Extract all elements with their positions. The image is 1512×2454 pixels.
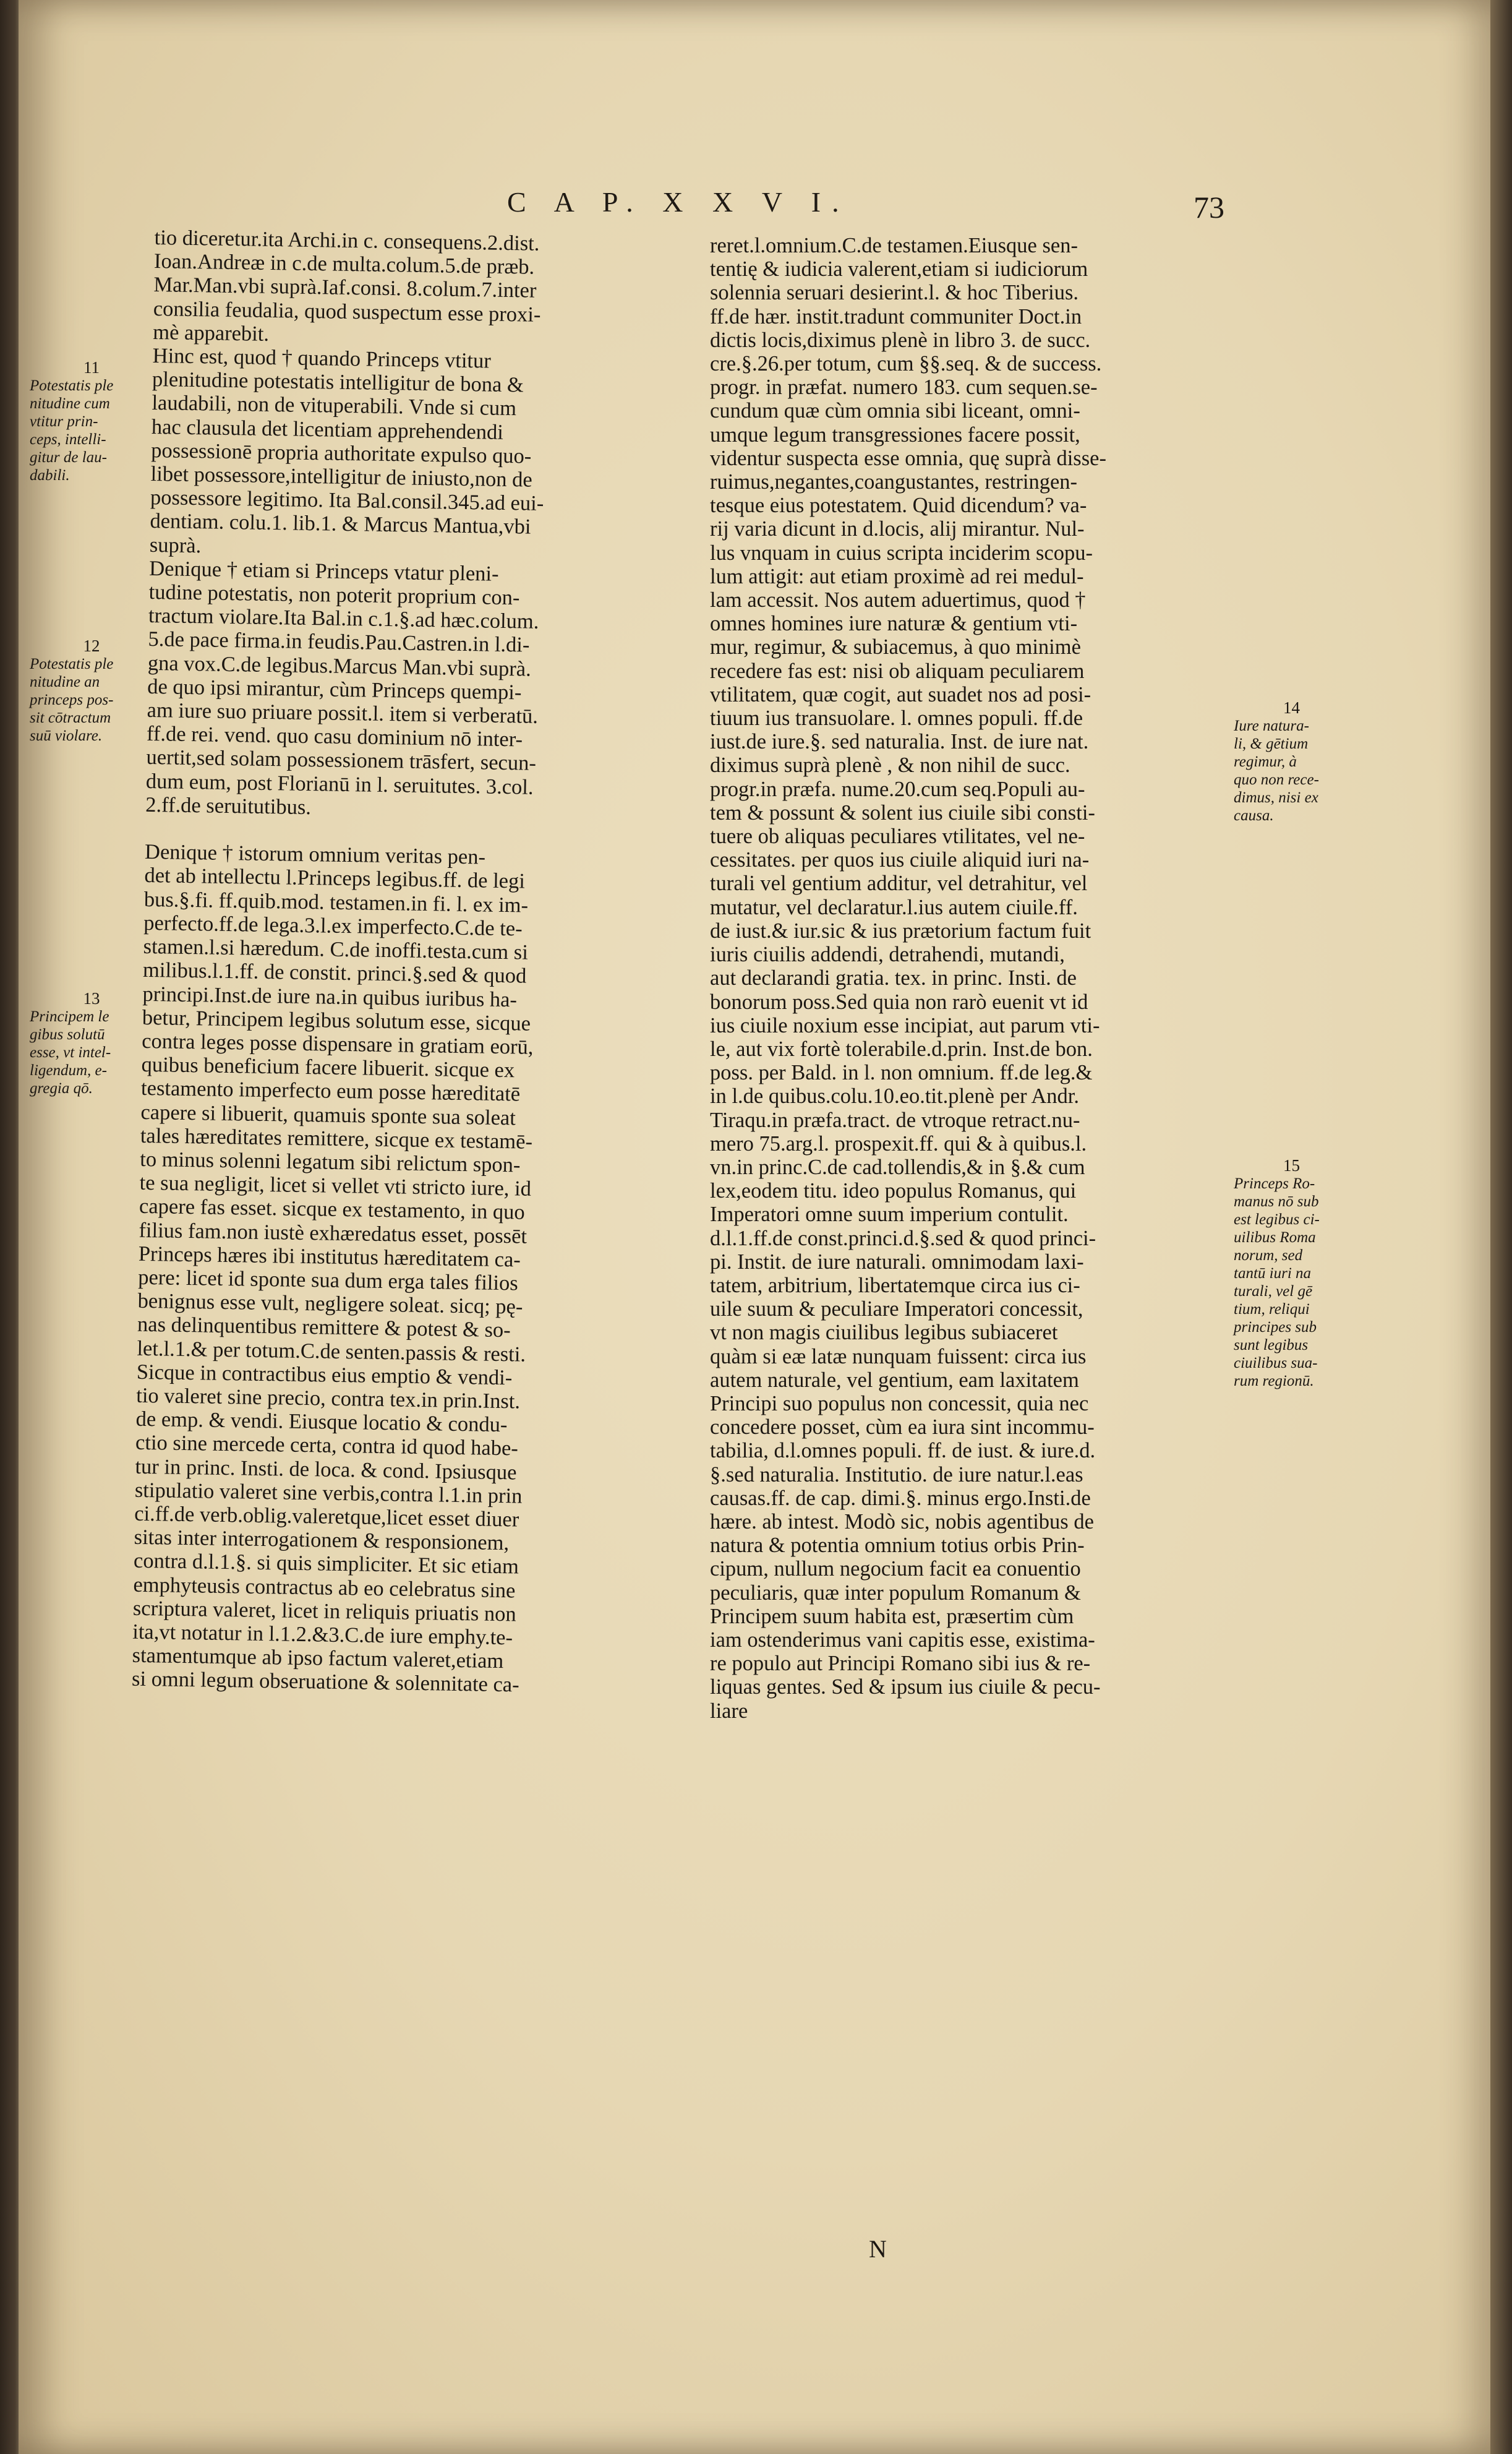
text-line: capere si libuerit, quamuis sponte sua soleat [140,1100,516,1130]
text-line: tesque eius potestatem. Quid dicendum? va- [710,494,1087,518]
text-line: stamen.l.si hæredum. C.de inoffi.testa.cum si [143,934,529,964]
text-line: gna vox.C.de legibus.Marcus Man.vbi suprà. [147,651,532,681]
text-line: dictis locis,diximus plenè in libro 3. de succ. [710,328,1091,352]
text-line: lam accessit. Nos autem aduertimus, quod † [710,588,1086,612]
margin-note-number: 12 [83,637,100,655]
margin-note-line: sit cōtractum [30,710,111,726]
text-line: 2.ff.de seruitutibus. [145,792,312,819]
text-line: ci.ff.de verb.oblig.valeretque,licet esset diuer [134,1501,519,1532]
text-line: stipulatio valeret sine verbis,contra l.1.in prin [134,1478,523,1508]
text-line: solennia seruari desierint.l. & hoc Tiberius. [710,281,1079,305]
running-head: C A P. X X V I. [507,186,850,218]
text-line: concedere posset, cùm ea iura sint incommu- [710,1415,1095,1439]
text-line: let.l.1.& per totum.C.de senten.passis & resti. [137,1336,526,1366]
text-line: tentię & iudicia valerent,etiam si iudiciorum [710,257,1088,281]
text-line: suprà. [149,533,202,557]
text-line: d.l.1.ff.de const.princi.d.§.sed & quod princi- [710,1226,1096,1250]
text-line: Princeps hæres ibi institutus hæreditatem ca- [138,1242,521,1272]
margin-note-number: 13 [83,989,100,1008]
text-line: Sicque in contractibus eius emptio & vendi- [136,1360,513,1390]
text-line: pi. Instit. de iure naturali. omnimodam laxi- [710,1250,1084,1274]
text-line: liquas gentes. Sed & ipsum ius ciuile & pecu- [710,1675,1101,1699]
text-line: cipum, nullum negocium facit ea conuentio [710,1557,1081,1581]
margin-note-line: principes sub [1234,1319,1317,1336]
text-line: Mar.Man.vbi suprà.Iaf.consi. 8.colum.7.inter [153,273,537,303]
text-line: le, aut vix fortè tolerabile.d.prin. Inst.de bon. [710,1037,1093,1061]
text-line: aut declarandi gratia. tex. in princ. Insti. de [710,966,1077,990]
text-line: laudabili, non de vituperabili. Vnde si cum [152,391,517,421]
text-line: umque legum transgressiones facere possit, [710,423,1080,447]
margin-note-line: ciuilibus sua- [1234,1355,1318,1371]
text-line: sitas inter interrogationem & responsionem, [134,1525,510,1555]
text-line: ruimus,negantes,coangustantes, restringen- [710,470,1077,494]
margin-note-line: gibus solutū [30,1026,105,1043]
margin-note-14 [1234,699,1364,825]
text-line: cessitates. per quos ius ciuile aliquid iuri na- [710,848,1090,872]
margin-note-line: causa. [1234,807,1274,824]
text-line: bonorum poss.Sed quia non rarò euenit vt id [710,990,1088,1014]
margin-note-line: norum, sed [1234,1247,1303,1264]
margin-note-13 [30,990,153,1097]
text-line: vn.in princ.C.de cad.tollendis,& in §.& cum [710,1155,1085,1179]
text-line: peculiaris, quæ inter populum Romanum & [710,1581,1081,1605]
text-line: mero 75.arg.l. prospexit.ff. qui & à quibus.l. [710,1131,1087,1156]
text-line: tio diceretur.ita Archi.in c. consequens.2.dist. [154,226,540,255]
margin-note-line: Potestatis ple [30,656,114,672]
left-text-column [132,226,662,1699]
text-line: bus.§.fi. ff.quib.mod. testamen.in fi. l. ex im- [143,887,529,917]
text-line: ctio sine mercede certa, contra id quod habe- [135,1431,519,1461]
text-line: filius fam.non iustè exhæredatus esset, possēt [139,1218,527,1248]
text-line: to minus solenni legatum sibi relictum spon- [140,1147,521,1177]
text-line: tractum violare.Ita Bal.in c.1.§.ad hæc.colum. [148,604,539,634]
text-line: ff.de rei. vend. quo casu dominium nō inter- [146,722,523,752]
margin-note-line: manus nō sub [1234,1193,1319,1210]
text-line: perfecto.ff.de lega.3.l.ex imperfecto.C.de te- [143,911,523,941]
text-line: diximus suprà plenè , & non nihil de succ. [710,753,1070,778]
margin-note-line: ceps, intelli- [30,431,106,448]
text-line: tur in princ. Insti. de loca. & cond. Ipsiusque [135,1454,517,1485]
text-line: benignus esse vult, negligere soleat. sicq; pę- [137,1289,523,1319]
text-line: mutatur, vel declaratur.l.ius autem ciuile.ff. [710,895,1078,919]
margin-note-line: turali, vel gē [1234,1283,1313,1300]
text-line: mè apparebit. [153,320,270,346]
margin-note-line: princeps pos- [30,692,114,708]
margin-note-line: nitudine an [30,674,100,690]
margin-note-line: quo non rece- [1234,771,1319,788]
page-number: 73 [1194,190,1224,225]
text-line: Hinc est, quod † quando Princeps vtitur [152,343,492,373]
margin-note-line: uilibus Roma [1234,1229,1316,1246]
text-line: quàm si eæ latæ nunquam fuissent: circa ius [710,1344,1087,1368]
text-line: tem & possunt & solent ius ciuile sibi consti- [710,800,1095,825]
text-line: tudine potestatis, non poterit proprium con- [148,580,520,610]
text-line: vt non magis ciuilibus legibus subiaceret [710,1321,1058,1345]
text-line: Ioan.Andreæ in c.de multa.colum.5.de præb. [153,249,535,279]
text-line: possessore legitimo. Ita Bal.consil.345.ad eui- [150,486,544,516]
margin-note-line: gitur de lau- [30,449,107,466]
text-line: ff.de hær. instit.tradunt communiter Doct.in [710,304,1082,328]
margin-note-line: Principem le [30,1008,109,1025]
margin-note-line: nitudine cum [30,395,110,412]
text-line: Principi suo populus non concessit, quia nec [710,1391,1089,1415]
text-line: turali vel gentium additur, vel detrahitur, vel [710,872,1088,896]
margin-note-15 [1234,1157,1364,1390]
text-line: iuris ciuilis addendi, detrahendi, mutandi, [710,943,1065,967]
margin-note-line: tium, reliqui [1234,1301,1310,1318]
text-line: vtilitatem, quæ cogit, aut suadet nos ad posi- [710,682,1091,706]
text-line: am iure suo priuare possit.l. item si verberatū. [147,698,539,728]
margin-note-12 [30,637,153,745]
text-line: ius ciuile noxium esse incipiat, aut parum vti- [710,1013,1100,1037]
text-line: contra leges posse dispensare in gratiam eorū, [142,1029,534,1059]
text-line: videntur suspecta esse omnia, quę suprà disse- [710,446,1106,470]
margin-note-line: Potestatis ple [30,377,114,394]
text-line: det ab intellectu l.Princeps legibus.ff. de legi [144,864,526,894]
margin-note-line: vtitur prin- [30,413,98,430]
text-line: tio valeret sine precio, contra tex.in prin.Inst. [135,1383,521,1414]
text-line: emphyteusis contractus ab eo celebratus sine [133,1572,516,1603]
text-line: de emp. & vendi. Eiusque locatio & condu- [135,1407,508,1437]
text-line: dentiam. colu.1. lib.1. & Marcus Mantua,vbi [150,509,531,539]
text-line: progr.in præfa. nume.20.cum seq.Populi au- [710,777,1085,801]
text-line: stamentumque ab ipso factum valeret,etiam [132,1643,504,1673]
text-line: scriptura valeret, licet in reliquis priuatis non [132,1596,516,1626]
text-line: uile suum & peculiare Imperatori concessit, [710,1297,1083,1321]
margin-note-line: esse, vt intel- [30,1044,111,1061]
text-line: Denique † etiam si Princeps vtatur pleni- [149,556,499,586]
text-line: cre.§.26.per totum, cum §§.seq. & de success. [710,352,1102,376]
text-line: recedere fas est: nisi ob aliquam peculiarem [710,659,1085,683]
text-line: lus vnquam in cuius scripta inciderim scopu- [710,541,1093,565]
text-line: capere fas esset. sicque ex testamento, in quo [139,1195,525,1224]
text-line: 5.de pace firma.in feudis.Pau.Castren.in l.di- [148,627,530,658]
text-line: tuere ob aliquas peculiares vtilitates, vel ne- [710,825,1085,849]
text-line: autem naturale, vel gentium, eam laxitatem [710,1368,1079,1392]
margin-note-line: Iure natura- [1234,718,1309,734]
text-line: si omni legum obseruatione & solennitate ca- [131,1667,519,1697]
text-line: iam ostenderimus vani capitis esse, existima- [710,1628,1095,1652]
margin-note-line: rum regionū. [1234,1373,1314,1389]
text-line: liare [710,1699,748,1723]
text-line: poss. per Bald. in l. non omnium. ff.de leg.& [710,1061,1093,1085]
text-line: natura & potentia omnium totius orbis Prin- [710,1534,1085,1558]
signature-mark: N [869,2235,887,2263]
text-line: re populo aut Principi Romano sibi ius & re- [710,1652,1091,1676]
text-line: Tiraqu.in præfa.tract. de vtroque retract.nu- [710,1108,1080,1132]
margin-note-line: Princeps Ro- [1234,1175,1315,1192]
text-line: de quo ipsi mirantur, cùm Princeps quempi- [147,674,522,705]
margin-note-line: gregia qō. [30,1080,93,1097]
text-line: reret.l.omnium.C.de testamen.Eiusque sen- [710,234,1078,257]
margin-note-line: ligendum, e- [30,1062,107,1079]
text-line: progr. in præfat. numero 183. cum sequen.se- [710,375,1098,400]
text-line: dum eum, post Florianū in l. seruitutes. 3.col. [145,769,534,799]
text-line: Denique † istorum omnium veritas pen- [144,840,486,869]
margin-note-line: est legibus ci- [1234,1211,1320,1228]
text-line: libet possessore,intelligitur de iniusto,non de [150,461,533,492]
margin-note-number: 15 [1283,1156,1300,1175]
margin-note-11 [30,359,153,484]
text-line: tatem, arbitrium, libertatemque circa ius ci- [710,1273,1080,1297]
margin-note-line: tantū iuri na [1234,1265,1312,1282]
margin-note-line: dabili. [30,467,70,484]
text-line: hac clausula det licentiam apprehendendi [151,414,504,444]
text-line: §.sed naturalia. Institutio. de iure natur.l.eas [710,1462,1083,1487]
text-line: consilia feudalia, quod suspectum esse proxi- [153,296,541,327]
text-line: possessionē propria authoritate expulso quo- [151,438,532,468]
text-line: pere: licet id sponte sua dum erga tales filios [138,1265,518,1295]
text-line: rij varia dicunt in d.locis, alij mirantur. Nul- [710,517,1085,541]
text-line: nas delinquentibus remittere & potest & so- [137,1313,511,1342]
text-line: iust.de iure.§. sed naturalia. Inst. de iure nat. [710,730,1089,754]
text-line: lex,eodem titu. ideo populus Romanus, qui [710,1179,1077,1203]
text-line: te sua negligit, licet si vellet vti stricto iure, id [139,1170,532,1201]
text-line: hære. ab intest. Modò sic, nobis agentibus de [710,1509,1094,1534]
text-line: lum attigit: aut etiam proximè ad rei medul- [710,564,1084,588]
text-line: ita,vt notatur in l.1.2.&3.C.de iure emphy.te- [132,1620,513,1650]
text-line: plenitudine potestatis intelligitur de bona & [152,367,524,397]
right-text-column [710,234,1217,1723]
margin-note-number: 14 [1283,698,1300,717]
text-line: de iust.& iur.sic & ius prætorium factum fuit [710,919,1091,943]
text-line: testamento imperfecto eum posse hæreditatē [140,1076,521,1106]
text-line: omnes homines iure naturæ & gentium vti- [710,612,1078,636]
text-line: quibus beneficium facere libuerit. sicque ex [141,1052,515,1083]
margin-note-line: li, & gētium [1234,736,1309,752]
margin-note-line: dimus, nisi ex [1234,789,1318,806]
text-line: tales hæreditates remittere, sicque ex testamē- [140,1123,533,1154]
text-line: principi.Inst.de iure na.in quibus iuribus ha- [142,982,518,1011]
margin-note-line: sunt legibus [1234,1337,1309,1354]
text-line: causas.ff. de cap. dimi.§. minus ergo.Insti.de [710,1486,1091,1510]
text-line: mur, regimur, & subiacemus, à quo minimè [710,635,1081,659]
margin-note-line: suū violare. [30,727,103,744]
text-line: cundum quæ cùm omnia sibi liceant, omni- [710,399,1080,423]
text-line: Imperatori omne suum imperium contulit. [710,1203,1069,1227]
text-line: milibus.l.1.ff. de constit. princi.§.sed & quod [142,958,527,988]
text-line: contra d.l.1.§. si quis simpliciter. Et sic etiam [133,1549,519,1579]
text-line: tabilia, d.l.omnes populi. ff. de iust. & iure.d. [710,1439,1096,1463]
page-header [482,186,1224,223]
margin-note-number: 11 [83,358,100,377]
text-line: tiuum ius transuolare. l. omnes populi. ff.de [710,706,1083,731]
text-line: in l.de quibus.colu.10.eo.tit.plenè per Andr. [710,1084,1079,1109]
text-line: betur, Principem legibus solutum esse, sicque [142,1005,531,1036]
text-line: Principem suum habita est, præsertim cùm [710,1604,1074,1628]
text-line: uertit,sed solam possessionem trāsfert, secun- [146,745,537,776]
margin-note-line: regimur, à [1234,753,1297,770]
